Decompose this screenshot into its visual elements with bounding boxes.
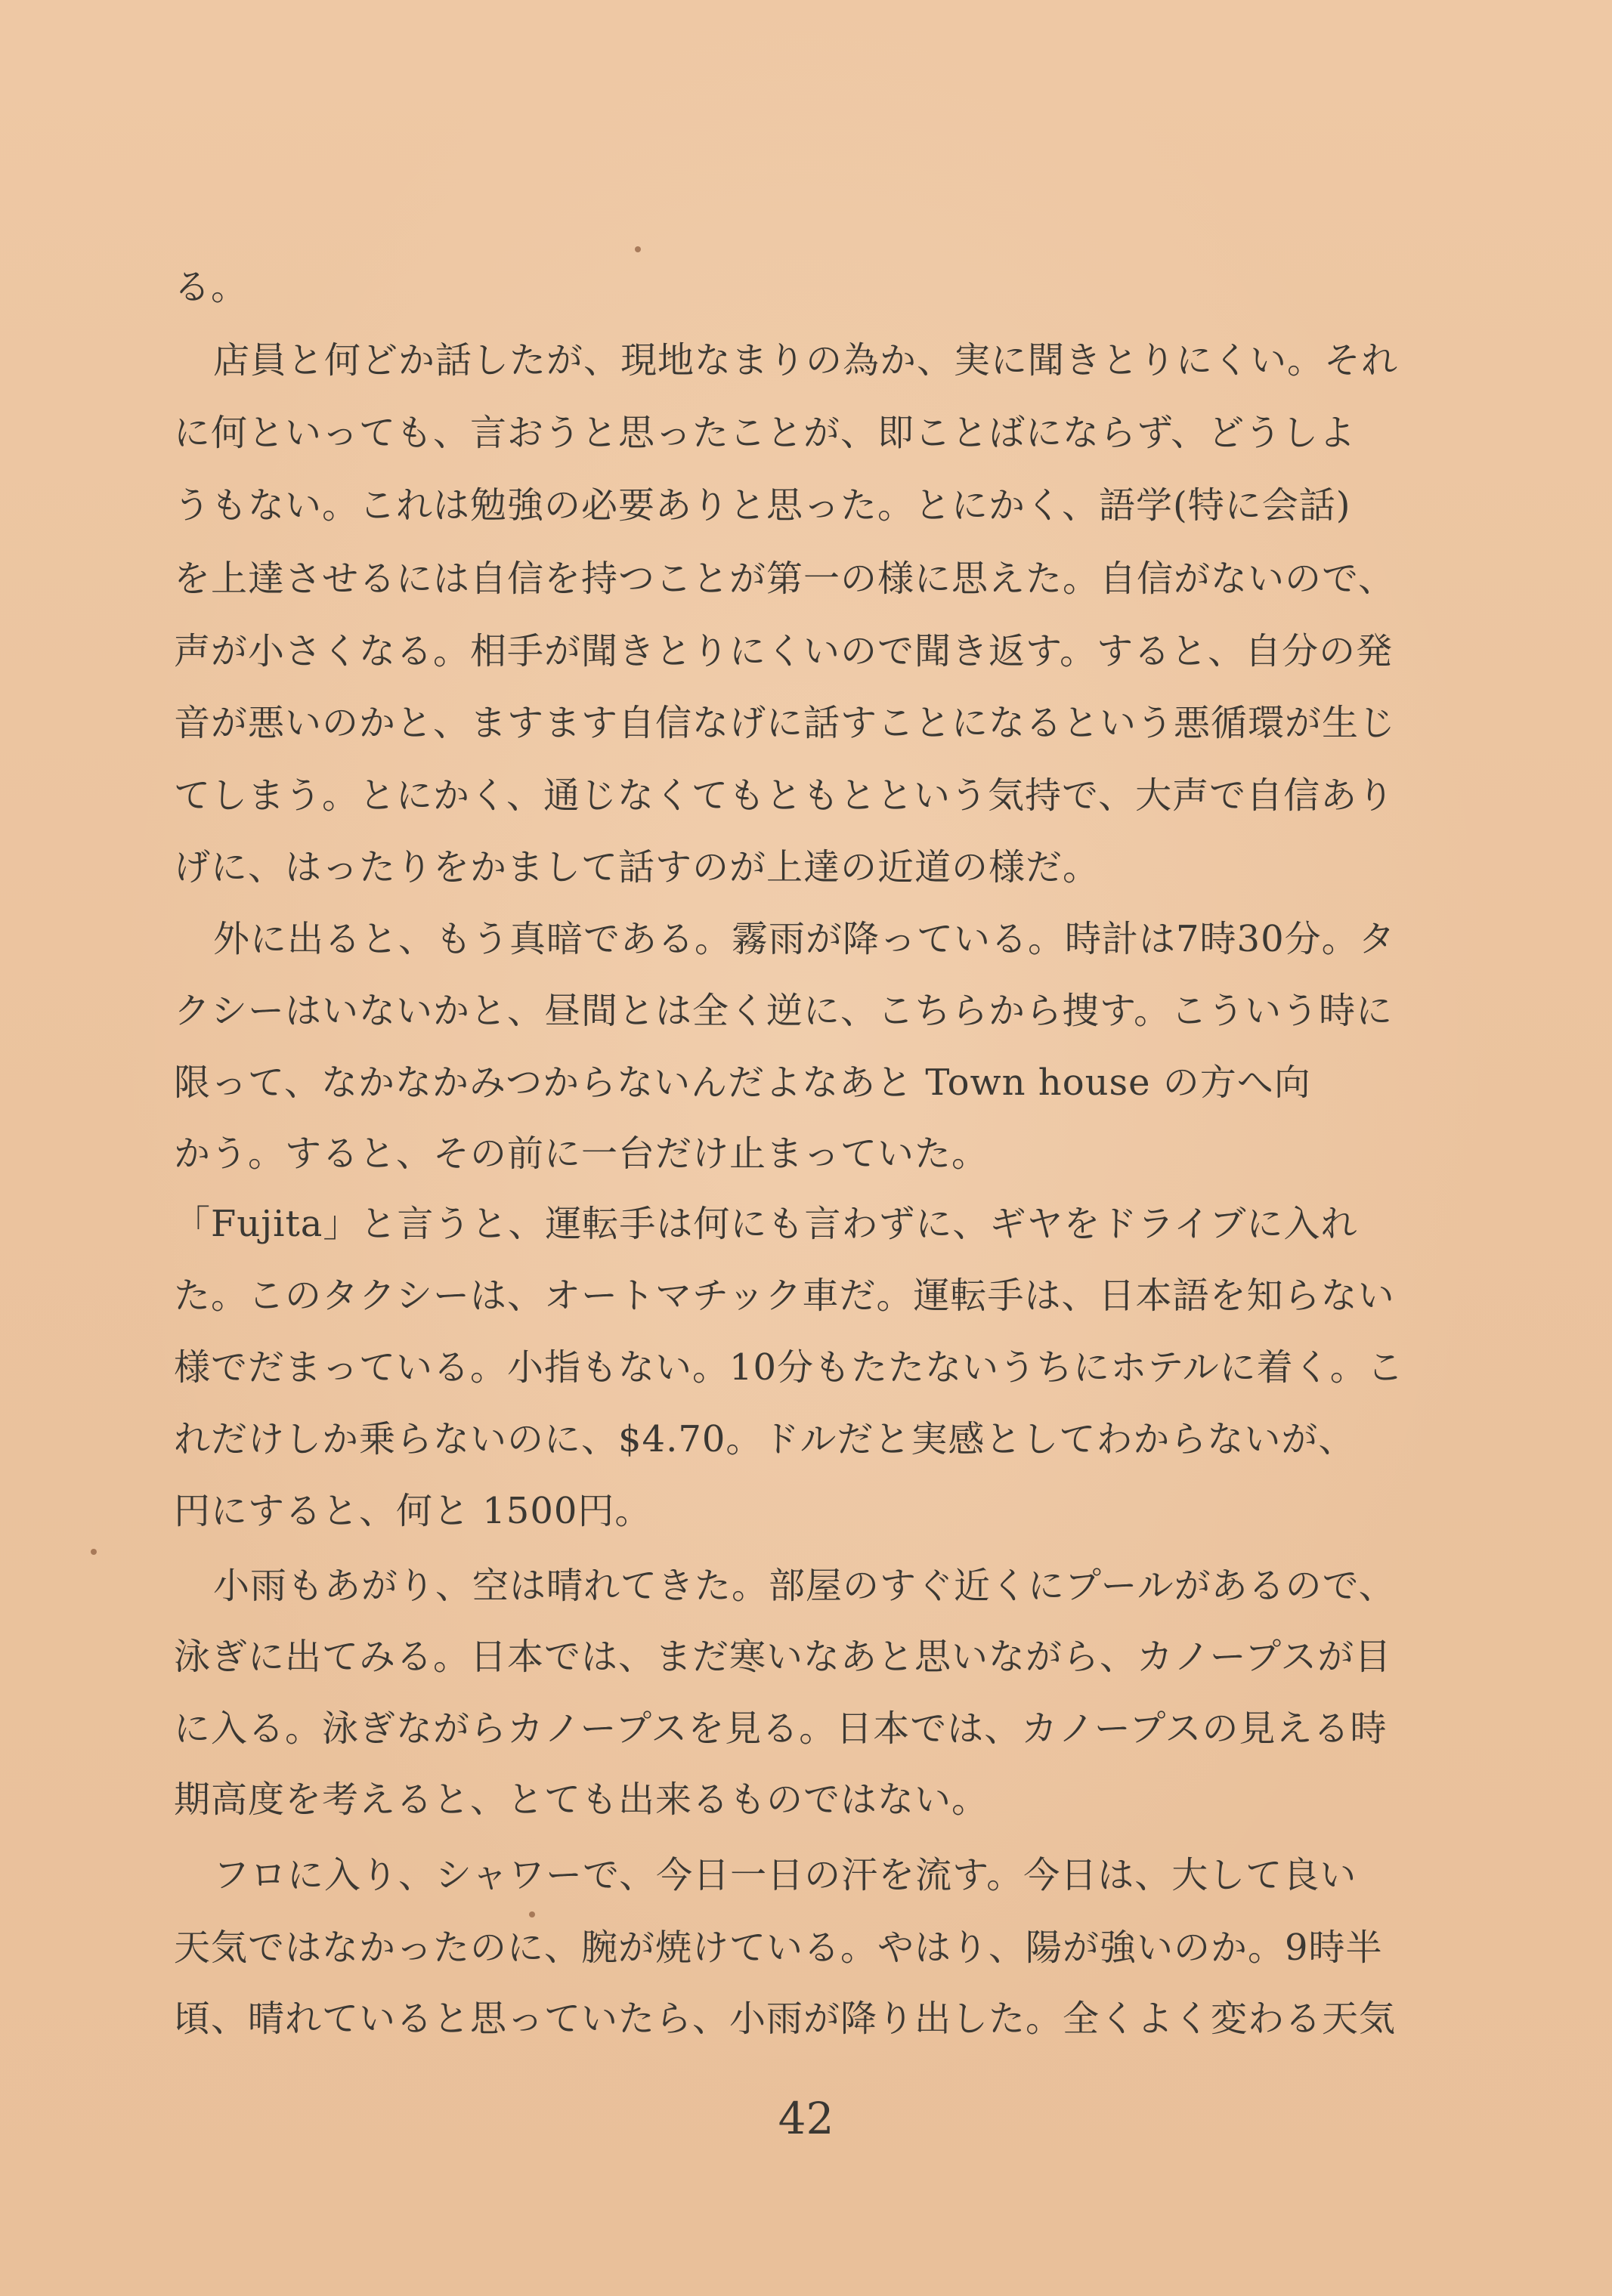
text-line: かう。すると、その前に一台だけ止まっていた。 xyxy=(174,1133,989,1175)
text-line: 店員と何どか話したが、現地なまりの為か、実に聞きとりにくい。それ xyxy=(213,339,1399,382)
ink-speck xyxy=(635,246,641,252)
text-line: 音が悪いのかと、ますます自信なげに話すことになるという悪循環が生じ xyxy=(174,702,1397,744)
text-line: げに、はったりをかまして話すのが上達の近道の様だ。 xyxy=(174,846,1100,888)
text-line: た。このタクシーは、オートマチック車だ。運転手は、日本語を知らない xyxy=(174,1275,1395,1317)
text-line: れだけしか乗らないのに、$4.70。ドルだと実感としてわからないが、 xyxy=(174,1418,1356,1460)
text-line: うもない。これは勉強の必要ありと思った。とにかく、語学(特に会話) xyxy=(174,484,1351,527)
text-line: てしまう。とにかく、通じなくてもともとという気持で、大声で自信あり xyxy=(174,774,1395,817)
text-line: 期高度を考えると、とても出来るものではない。 xyxy=(174,1778,989,1821)
text-line: クシーはいないかと、昼間とは全く逆に、こちらから捜す。こういう時に xyxy=(174,990,1394,1032)
text-line: 限って、なかなかみつからないんだよなあと Town house の方へ向 xyxy=(174,1061,1311,1104)
text-line: に何といっても、言おうと思ったことが、即ことばにならず、どうしよ xyxy=(174,412,1357,454)
text-line: 円にすると、何と 1500円。 xyxy=(174,1490,652,1532)
page-number: 42 xyxy=(778,2093,834,2144)
text-line: フロに入り、シャワーで、今日一日の汗を流す。今日は、大して良い xyxy=(213,1854,1357,1896)
text-line: 泳ぎに出てみる。日本では、まだ寒いなあと思いながら、カノープスが目 xyxy=(174,1636,1392,1678)
text-line: 小雨もあがり、空は晴れてきた。部屋のすぐ近くにプールがあるので、 xyxy=(213,1565,1396,1607)
text-line: 頃、晴れていると思っていたら、小雨が降り出した。全くよく変わる天気 xyxy=(174,1998,1397,2040)
text-line: 外に出ると、もう真暗である。霧雨が降っている。時計は7時30分。タ xyxy=(213,918,1396,960)
text-line: に入る。泳ぎながらカノープスを見る。日本では、カノープスの見える時 xyxy=(174,1707,1388,1750)
text-line: 天気ではなかったのに、腕が焼けている。やはり、陽が強いのか。9時半 xyxy=(174,1927,1383,1969)
text-line: る。 xyxy=(174,266,249,308)
text-line: を上達させるには自信を持つことが第一の様に思えた。自信がないので、 xyxy=(174,558,1396,600)
text-line: 声が小さくなる。相手が聞きとりにくいので聞き返す。すると、自分の発 xyxy=(174,630,1394,672)
text-line: 「Fujita」と言うと、運転手は何にも言わずに、ギヤをドライブに入れ xyxy=(174,1203,1358,1245)
ink-speck xyxy=(91,1549,97,1555)
ink-speck xyxy=(529,1911,535,1917)
text-line: 様でだまっている。小指もない。10分もたたないうちにホテルに着く。こ xyxy=(174,1346,1404,1389)
